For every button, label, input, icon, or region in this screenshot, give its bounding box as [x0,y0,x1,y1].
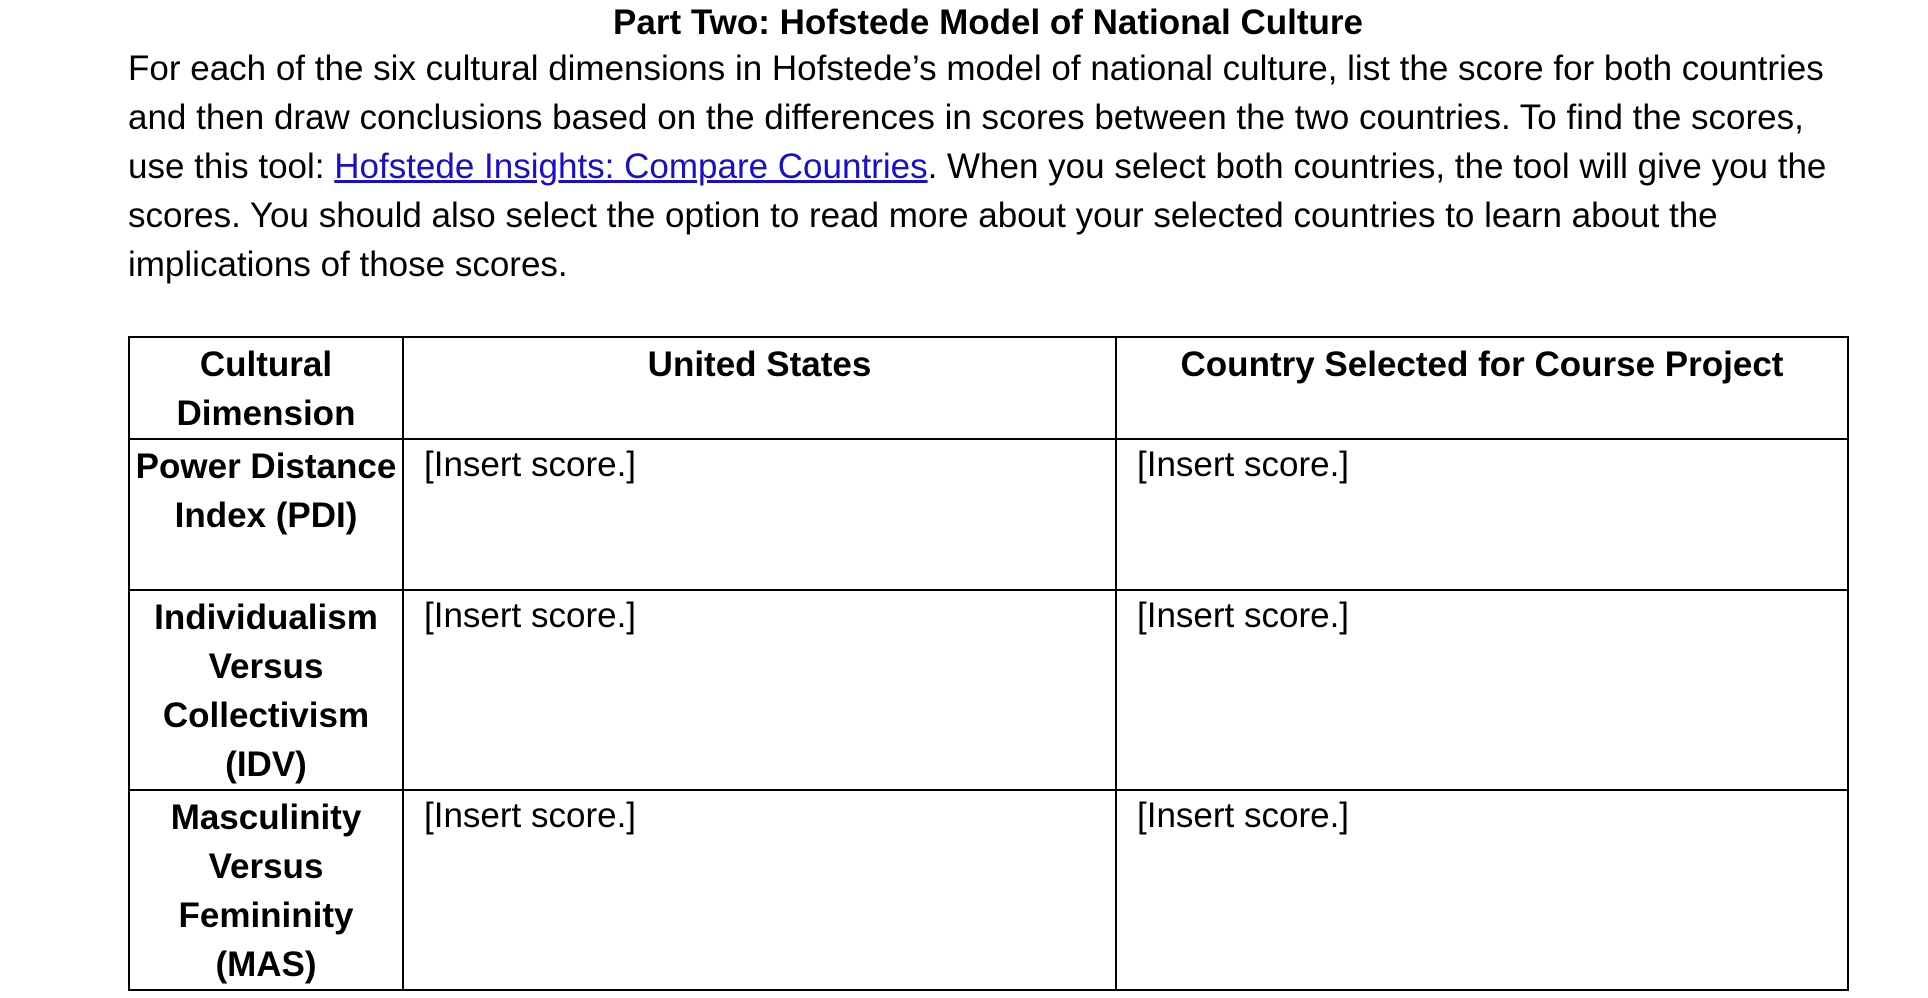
selected-score-pdi[interactable]: [Insert score.] [1116,439,1848,590]
document-page [128,0,1848,984]
intro-text-after-link: . When you select both countries, the tool will give you the scores. You should also select the option to read more about your selected countries to learn about the implications of those scores. [128,147,1827,284]
us-score-mas[interactable]: [Insert score.] [403,790,1116,990]
dimension-label-idv: Individualism Versus Collectivism (IDV) [129,590,403,790]
table-row [129,590,1848,790]
selected-score-idv[interactable]: [Insert score.] [1116,590,1848,790]
us-score-idv[interactable]: [Insert score.] [403,590,1116,790]
dimension-label-pdi: Power Distance Index (PDI) [129,439,403,590]
table-row [129,439,1848,590]
section-title: Part Two: Hofstede Model of National Culture [613,3,1363,42]
dimension-label-mas: Masculinity Versus Femininity (MAS) [129,790,403,990]
table-row [129,790,1848,990]
intro-paragraph [128,44,1848,289]
selected-score-mas[interactable]: [Insert score.] [1116,790,1848,990]
cultural-dimensions-table [128,336,1849,991]
header-selected-country: Country Selected for Course Project [1116,337,1848,439]
intro-text-before-link: For each of the six cultural dimensions in Hofstede’s model of national culture, list the score for both countries and then draw conclusions based on the differences in scores between the two countries. To find the scores, use this tool: [128,49,1824,186]
header-united-states: United States [403,337,1116,439]
hofstede-compare-countries-link[interactable]: Hofstede Insights: Compare Countries [334,147,928,186]
header-cultural-dimension: Cultural Dimension [129,337,403,439]
us-score-pdi[interactable]: [Insert score.] [403,439,1116,590]
table-header-row [129,337,1848,439]
